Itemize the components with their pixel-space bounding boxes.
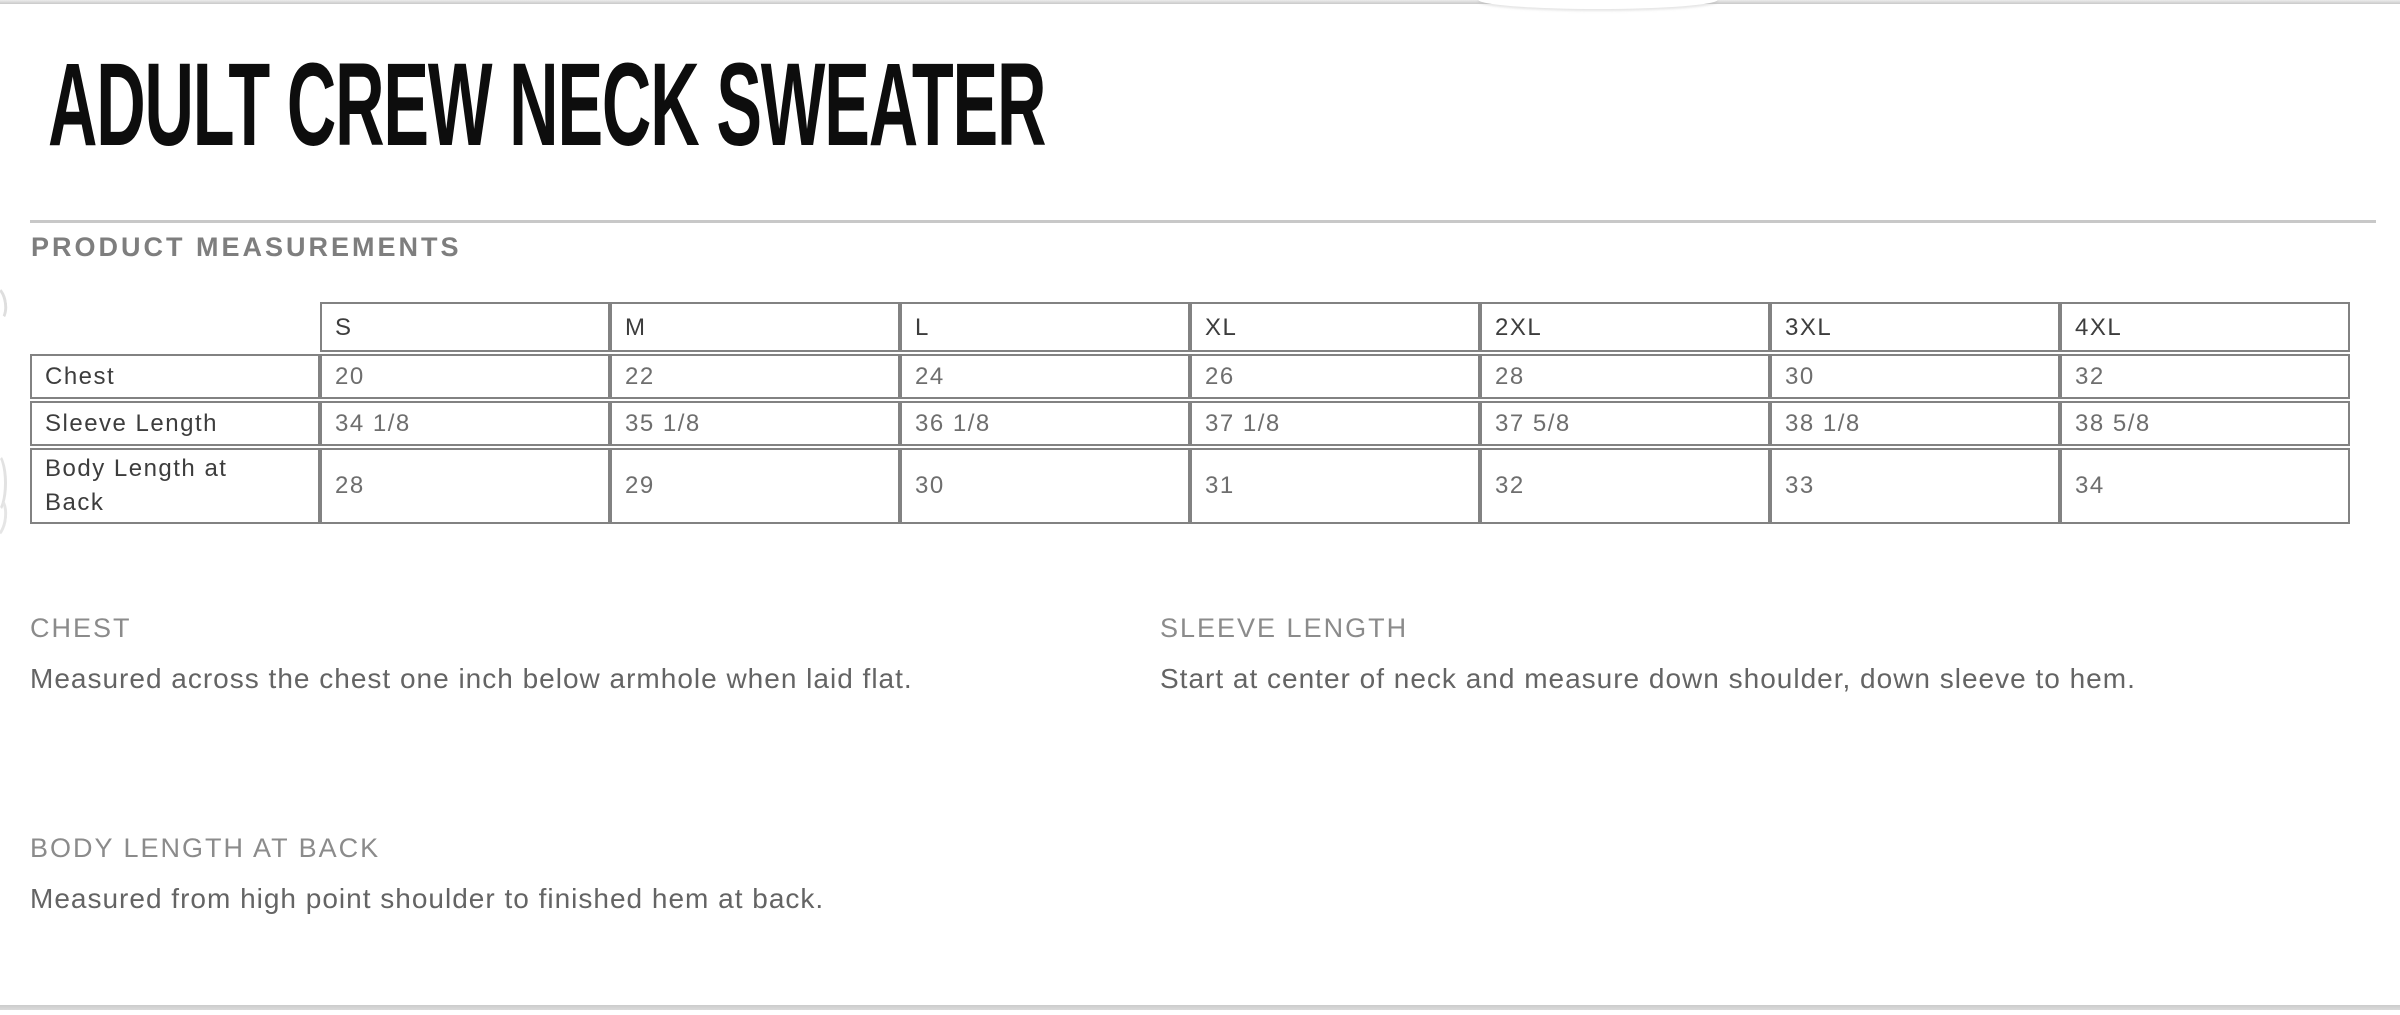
measurement-cell: 32 xyxy=(2060,354,2350,399)
measurement-cell: 38 1/8 xyxy=(1770,401,2060,446)
measurement-cell: 37 1/8 xyxy=(1190,401,1480,446)
chest-heading: CHEST xyxy=(30,613,132,643)
size-header-cell: 2XL xyxy=(1480,302,1770,352)
measurement-cell: 34 1/8 xyxy=(320,401,610,446)
size-header-cell: 3XL xyxy=(1770,302,2060,352)
measurement-cell: 38 5/8 xyxy=(2060,401,2350,446)
size-header-cell: L xyxy=(900,302,1190,352)
table-row-sleeve-length xyxy=(30,401,2350,446)
table-row-chest xyxy=(30,354,2350,399)
left-edge-artifact xyxy=(0,285,9,323)
size-header-row xyxy=(30,302,2350,352)
measurement-cell: 36 1/8 xyxy=(900,401,1190,446)
title-divider xyxy=(30,220,2376,223)
row-label: Sleeve Length xyxy=(30,401,320,446)
left-edge-artifact xyxy=(0,495,9,539)
chest-description-section xyxy=(30,611,1130,704)
top-edge-divider xyxy=(0,0,2400,4)
measurement-cell: 20 xyxy=(320,354,610,399)
measurement-cell: 34 xyxy=(2060,448,2350,524)
measurement-cell: 30 xyxy=(1770,354,2060,399)
sleeve-length-text: Start at center of neck and measure down shoulder, down sleeve to hem. xyxy=(1160,663,2136,694)
measurement-cell: 28 xyxy=(320,448,610,524)
size-header-cell: S xyxy=(320,302,610,352)
measurements-table xyxy=(30,300,2350,526)
chest-text: Measured across the chest one inch below armhole when laid flat. xyxy=(30,663,913,694)
page-title-text: ADULT CREW NECK SWEATER xyxy=(48,39,1046,171)
body-length-text: Measured from high point shoulder to finished hem at back. xyxy=(30,883,825,914)
measurement-cell: 37 5/8 xyxy=(1480,401,1770,446)
product-measurements-heading: PRODUCT MEASUREMENTS xyxy=(31,232,462,262)
measurement-cell: 35 1/8 xyxy=(610,401,900,446)
row-label: Chest xyxy=(30,354,320,399)
measurement-cell: 32 xyxy=(1480,448,1770,524)
page-title xyxy=(48,39,1768,200)
sleeve-length-description-section xyxy=(1160,611,2175,704)
size-header-cell: 4XL xyxy=(2060,302,2350,352)
top-edge-notch xyxy=(1478,0,1718,9)
row-label: Body Length at Back xyxy=(30,448,320,524)
sleeve-length-heading: SLEEVE LENGTH xyxy=(1160,613,1409,643)
bottom-divider xyxy=(0,1005,2400,1010)
measurement-cell: 33 xyxy=(1770,448,2060,524)
measurement-cell: 28 xyxy=(1480,354,1770,399)
table-row-body-length xyxy=(30,448,2350,524)
measurement-cell: 30 xyxy=(900,448,1190,524)
body-length-description-section xyxy=(30,831,1280,924)
body-length-heading: BODY LENGTH AT BACK xyxy=(30,833,381,863)
size-header-cell: XL xyxy=(1190,302,1480,352)
measurement-cell: 26 xyxy=(1190,354,1480,399)
measurement-cell: 24 xyxy=(900,354,1190,399)
measurement-cell: 31 xyxy=(1190,448,1480,524)
corner-cell xyxy=(30,302,320,352)
measurement-cell: 29 xyxy=(610,448,900,524)
size-header-cell: M xyxy=(610,302,900,352)
measurement-cell: 22 xyxy=(610,354,900,399)
